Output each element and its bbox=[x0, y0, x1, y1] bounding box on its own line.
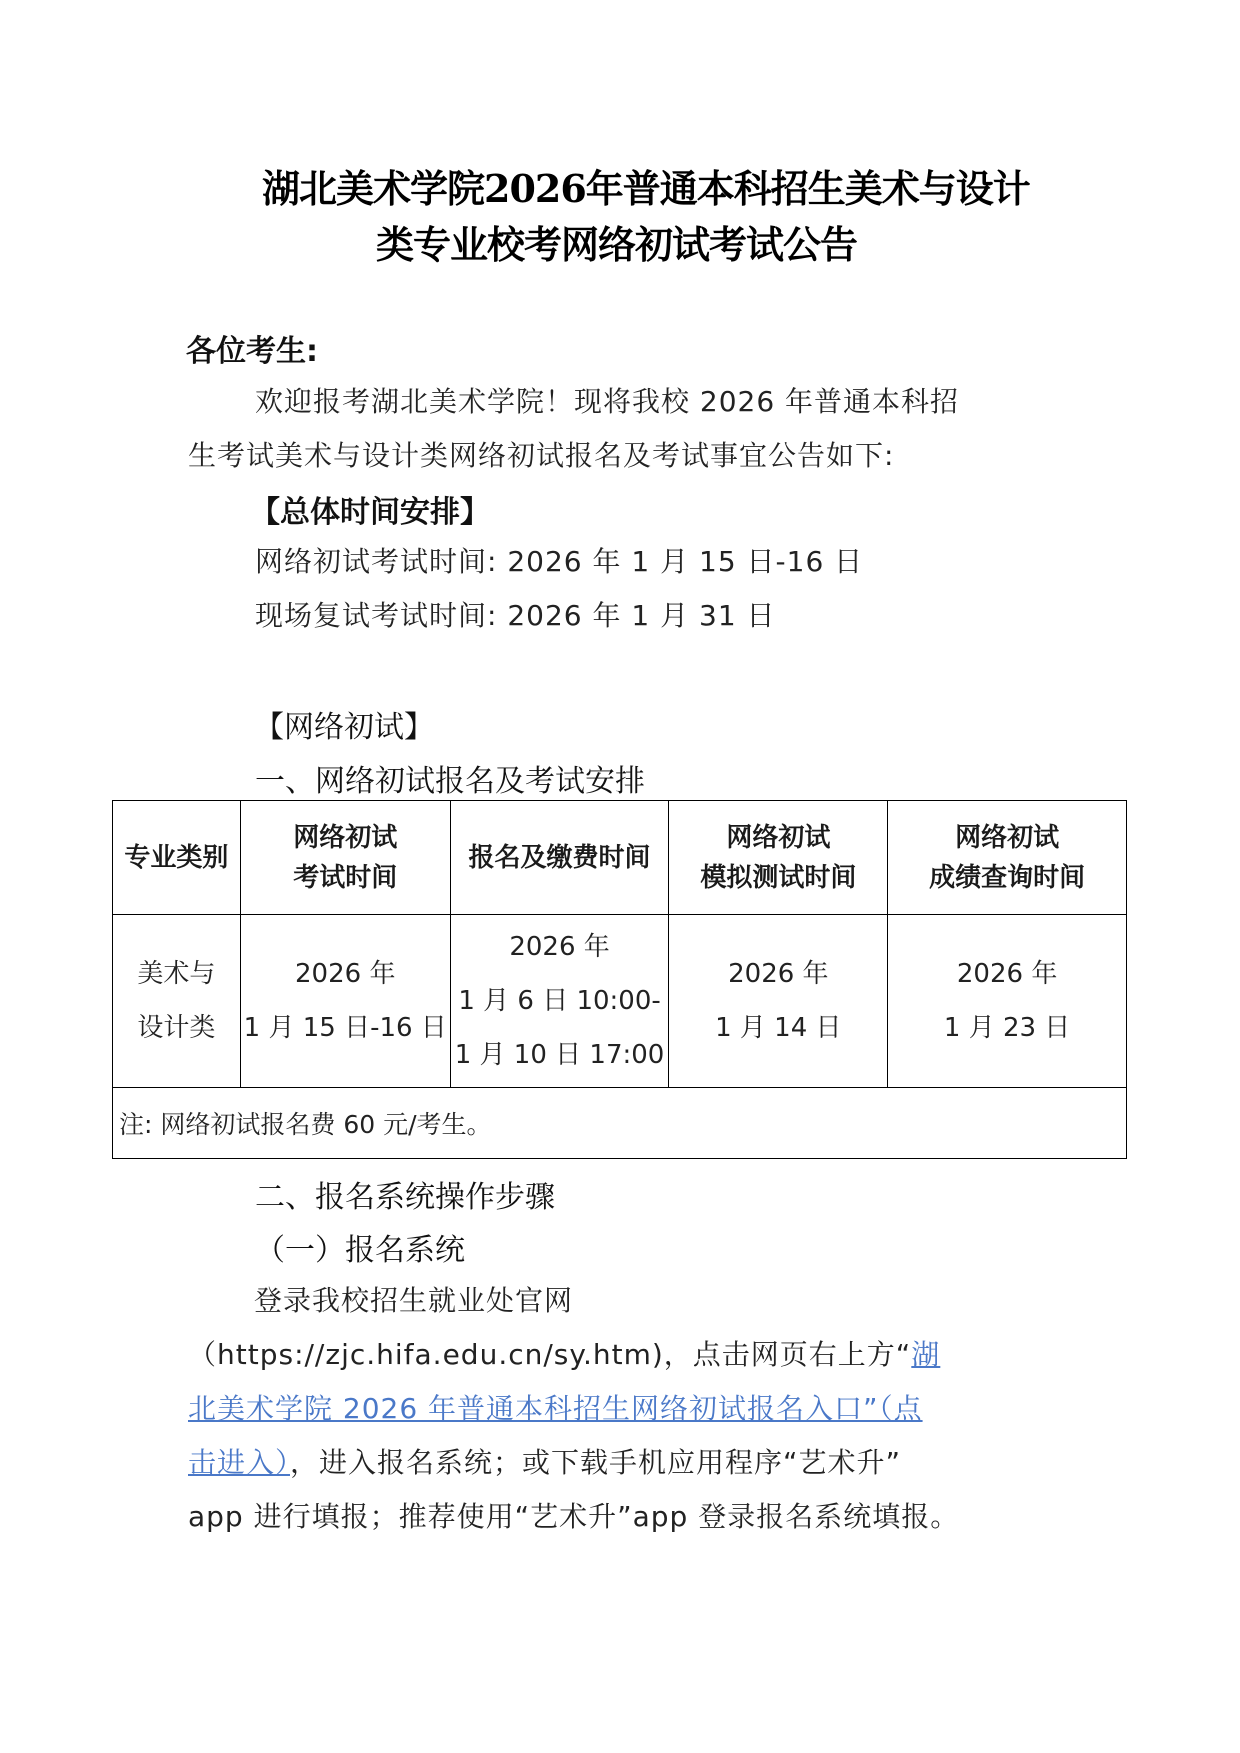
cell-text: 1 月 10 日 17:00 bbox=[454, 1040, 665, 1070]
cell-text: 1 月 6 日 10:00- bbox=[458, 986, 661, 1016]
greeting: 各位考生: bbox=[186, 334, 318, 369]
header-mock-test-time bbox=[669, 801, 888, 915]
intro-line-2: 生考试美术与设计类网络初试报名及考试事宜公告如下: bbox=[188, 439, 895, 472]
cell-text: 美术与 bbox=[137, 959, 216, 989]
header-label: 网络初试 bbox=[726, 822, 831, 853]
cell-text: 1 月 14 日 bbox=[715, 1013, 842, 1043]
registration-system-subheading: （一）报名系统 bbox=[255, 1233, 465, 1268]
header-label: 模拟测试时间 bbox=[700, 862, 857, 893]
instruction-line-3 bbox=[188, 1382, 1068, 1436]
cell-registration-time bbox=[450, 915, 669, 1088]
intro-line-1: 欢迎报考湖北美术学院！现将我校 2026 年普通本科招 bbox=[255, 385, 960, 418]
header-label: 考试时间 bbox=[293, 862, 398, 893]
registration-entry-link[interactable]: 北美术学院 2026 年普通本科招生网络初试报名入口”（点 bbox=[188, 1392, 923, 1425]
cell-category bbox=[113, 915, 241, 1088]
table-row bbox=[113, 915, 1127, 1088]
cell-text: 2026 年 bbox=[956, 959, 1058, 989]
instruction-line-5: app 进行填报；推荐使用“艺术升”app 登录报名系统填报。 bbox=[188, 1500, 960, 1533]
steps-heading: 二、报名系统操作步骤 bbox=[255, 1180, 555, 1215]
registration-entry-link[interactable]: 击进入） bbox=[188, 1446, 291, 1479]
cell-text: 1 月 15 日-16 日 bbox=[243, 1013, 447, 1043]
cell-text: 2026 年 bbox=[295, 959, 396, 989]
online-section-heading: 【网络初试】 bbox=[254, 710, 434, 745]
registration-entry-link[interactable]: 湖 bbox=[911, 1338, 941, 1371]
table-note-row bbox=[113, 1088, 1127, 1159]
header-score-query-time bbox=[888, 801, 1127, 915]
header-registration-time bbox=[450, 801, 669, 915]
header-category bbox=[113, 801, 241, 915]
onsite-exam-time: 现场复试考试时间: 2026 年 1 月 31 日 bbox=[255, 599, 776, 632]
header-label: 专业类别 bbox=[124, 842, 229, 873]
announcement-title-line-2: 类专业校考网络初试考试公告 bbox=[376, 222, 858, 267]
announcement-title-line-1: 湖北美术学院2026年普通本科招生美术与设计 bbox=[262, 166, 1030, 211]
url-text: （https://zjc.hifa.edu.cn/sy.htm)，点击网页右上方“ bbox=[188, 1338, 912, 1371]
header-exam-time bbox=[240, 801, 450, 915]
header-label: 报名及缴费时间 bbox=[468, 842, 651, 873]
instruction-text: ，进入报名系统；或下载手机应用程序“艺术升” bbox=[290, 1446, 902, 1479]
online-arrangement-subheading: 一、网络初试报名及考试安排 bbox=[255, 764, 645, 799]
cell-mock-test-time bbox=[669, 915, 888, 1088]
fee-note: 注: 网络初试报名费 60 元/考生。 bbox=[113, 1088, 1127, 1159]
cell-text: 2026 年 bbox=[728, 959, 829, 989]
cell-score-query-time bbox=[888, 915, 1127, 1088]
cell-text: 1 月 23 日 bbox=[943, 1013, 1071, 1043]
cell-exam-time bbox=[240, 915, 450, 1088]
online-exam-time: 网络初试考试时间: 2026 年 1 月 15 日-16 日 bbox=[255, 545, 864, 578]
instruction-line-4 bbox=[188, 1436, 1068, 1490]
overall-schedule-heading: 【总体时间安排】 bbox=[250, 495, 490, 530]
cell-text: 2026 年 bbox=[509, 932, 610, 962]
header-label: 成绩查询时间 bbox=[929, 862, 1086, 893]
header-label: 网络初试 bbox=[293, 822, 398, 853]
exam-schedule-table bbox=[112, 800, 1127, 1159]
registration-instructions bbox=[188, 1274, 1068, 1544]
instruction-line-1: 登录我校招生就业处官网 bbox=[254, 1284, 574, 1317]
cell-text: 设计类 bbox=[137, 1013, 216, 1043]
instruction-line-2 bbox=[188, 1328, 1068, 1382]
header-label: 网络初试 bbox=[955, 822, 1060, 853]
table-header-row bbox=[113, 801, 1127, 915]
